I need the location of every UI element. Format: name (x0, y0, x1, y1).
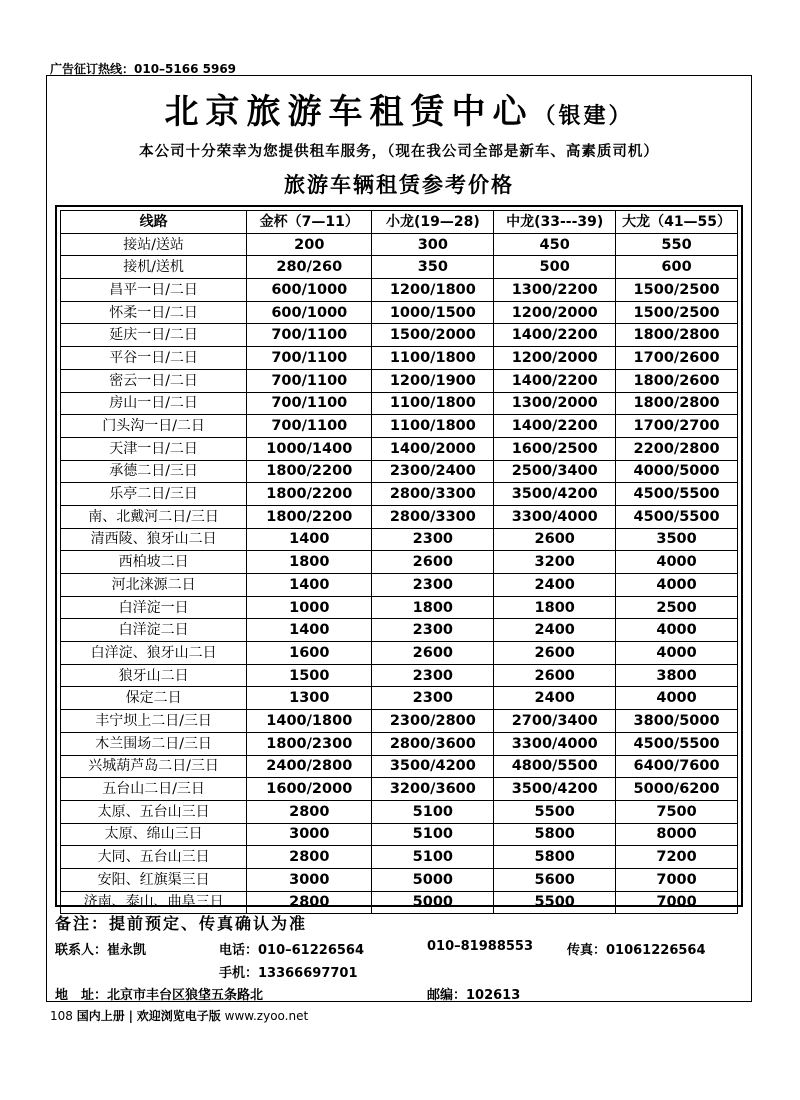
price-cell: 1500/2000 (372, 324, 494, 347)
company-title (47, 84, 751, 133)
price-cell: 1000/1400 (247, 437, 372, 460)
price-cell: 5000 (372, 891, 494, 914)
price-cell: 1600 (247, 642, 372, 665)
price-cell: 1800/2600 (616, 369, 738, 392)
price-cell: 1000/1500 (372, 301, 494, 324)
price-cell: 1700/2700 (616, 415, 738, 438)
company-name: 北京旅游车租赁中心 (164, 92, 534, 132)
price-cell: 3800/5000 (616, 710, 738, 733)
price-cell: 600/1000 (247, 279, 372, 302)
price-cell: 8000 (616, 823, 738, 846)
price-cell: 2300 (372, 528, 494, 551)
route-cell: 怀柔一日/二日 (61, 301, 247, 324)
price-cell: 2600 (372, 642, 494, 665)
table-row (61, 596, 738, 619)
price-cell: 3500 (616, 528, 738, 551)
price-cell: 2300/2800 (372, 710, 494, 733)
route-cell: 延庆一日/二日 (61, 324, 247, 347)
price-cell: 1500/2500 (616, 279, 738, 302)
price-cell: 1500 (247, 664, 372, 687)
route-cell: 安阳、红旗渠三日 (61, 868, 247, 891)
price-cell: 280/260 (247, 256, 372, 279)
price-cell: 1400/2000 (372, 437, 494, 460)
price-cell: 1800/2200 (247, 483, 372, 506)
table-row (61, 392, 738, 415)
price-cell: 1400 (247, 619, 372, 642)
table-row (61, 279, 738, 302)
price-cell: 1800/2800 (616, 392, 738, 415)
price-cell: 7500 (616, 800, 738, 823)
route-cell: 白洋淀二日 (61, 619, 247, 642)
price-cell: 4500/5500 (616, 505, 738, 528)
price-cell: 1400/1800 (247, 710, 372, 733)
price-cell: 3800 (616, 664, 738, 687)
price-cell: 3500/4200 (494, 483, 616, 506)
price-cell: 3500/4200 (372, 755, 494, 778)
route-cell: 密云一日/二日 (61, 369, 247, 392)
table-row (61, 483, 738, 506)
route-cell: 西柏坡二日 (61, 551, 247, 574)
route-cell: 木兰围场二日/三日 (61, 732, 247, 755)
price-cell: 5100 (372, 846, 494, 869)
ad-hotline: 广告征订热线：010–5166 5969 (50, 62, 237, 76)
price-cell: 5100 (372, 800, 494, 823)
table-row (61, 505, 738, 528)
price-cell: 1200/1900 (372, 369, 494, 392)
page-number: 108 (50, 1009, 73, 1023)
price-cell: 1800 (494, 596, 616, 619)
route-cell: 太原、绵山三日 (61, 823, 247, 846)
table-row (61, 619, 738, 642)
price-cell: 2400/2800 (247, 755, 372, 778)
company-suffix: （银建） (533, 103, 634, 129)
table-row (61, 778, 738, 801)
route-cell: 保定二日 (61, 687, 247, 710)
price-cell: 2600 (494, 528, 616, 551)
price-cell: 350 (372, 256, 494, 279)
price-cell: 3200 (494, 551, 616, 574)
table-row (61, 301, 738, 324)
price-cell: 1400/2200 (494, 369, 616, 392)
table-row (61, 233, 738, 256)
price-cell: 600/1000 (247, 301, 372, 324)
price-cell: 3000 (247, 868, 372, 891)
table-row (61, 528, 738, 551)
route-cell: 清西陵、狼牙山二日 (61, 528, 247, 551)
price-cell: 700/1100 (247, 324, 372, 347)
price-cell: 7000 (616, 868, 738, 891)
route-cell: 太原、五台山三日 (61, 800, 247, 823)
table-row (61, 755, 738, 778)
contact-address: 地 址：北京市丰台区狼垡五条路北 (55, 988, 264, 1003)
table-row (61, 868, 738, 891)
price-cell: 3300/4000 (494, 732, 616, 755)
price-cell: 5600 (494, 868, 616, 891)
price-cell: 600 (616, 256, 738, 279)
price-cell: 2800 (247, 800, 372, 823)
ad-frame (46, 75, 752, 1002)
column-header: 金杯（7—11） (247, 211, 372, 234)
route-cell: 房山一日/二日 (61, 392, 247, 415)
price-cell: 5000/6200 (616, 778, 738, 801)
price-cell: 1800/2200 (247, 505, 372, 528)
price-cell: 1400/2200 (494, 415, 616, 438)
column-header: 中龙(33---39) (494, 211, 616, 234)
table-body (61, 233, 738, 914)
price-cell: 1200/1800 (372, 279, 494, 302)
price-cell: 450 (494, 233, 616, 256)
price-cell: 3000 (247, 823, 372, 846)
price-cell: 4000 (616, 642, 738, 665)
route-cell: 南、北戴河二日/三日 (61, 505, 247, 528)
contact-phone: 电话：010–61226564 (219, 943, 364, 958)
table-row (61, 823, 738, 846)
price-cell: 1400 (247, 574, 372, 597)
price-cell: 3200/3600 (372, 778, 494, 801)
price-cell: 2400 (494, 574, 616, 597)
price-cell: 2300/2400 (372, 460, 494, 483)
table-row (61, 846, 738, 869)
route-cell: 丰宁坝上二日/三日 (61, 710, 247, 733)
route-cell: 大同、五台山三日 (61, 846, 247, 869)
contact-phone-2: 010–81988553 (427, 939, 533, 954)
price-cell: 5800 (494, 823, 616, 846)
column-header: 大龙（41—55） (616, 211, 738, 234)
price-cell: 1300 (247, 687, 372, 710)
contact-mobile: 手机：13366697701 (219, 966, 358, 981)
price-cell: 1200/2000 (494, 301, 616, 324)
price-cell: 3300/4000 (494, 505, 616, 528)
price-cell: 2800 (247, 846, 372, 869)
page-footer (50, 1007, 308, 1024)
price-cell: 700/1100 (247, 415, 372, 438)
route-cell: 济南、泰山、曲阜三日 (61, 891, 247, 914)
contact-fax: 传真：01061226564 (567, 943, 706, 958)
price-cell: 2700/3400 (494, 710, 616, 733)
price-cell: 7200 (616, 846, 738, 869)
price-cell: 1100/1800 (372, 392, 494, 415)
price-cell: 1000 (247, 596, 372, 619)
price-cell: 2500/3400 (494, 460, 616, 483)
company-intro: 本公司十分荣幸为您提供租车服务，（现在我公司全部是新车、高素质司机） (139, 143, 659, 160)
price-cell: 1800/2200 (247, 460, 372, 483)
price-cell: 4800/5500 (494, 755, 616, 778)
price-cell: 4000 (616, 687, 738, 710)
price-cell: 1800 (372, 596, 494, 619)
price-cell: 1700/2600 (616, 347, 738, 370)
route-cell: 天津一日/二日 (61, 437, 247, 460)
route-cell: 接机/送机 (61, 256, 247, 279)
route-cell: 承德二日/三日 (61, 460, 247, 483)
price-cell: 2300 (372, 574, 494, 597)
price-cell: 2500 (616, 596, 738, 619)
table-row (61, 256, 738, 279)
table-row (61, 460, 738, 483)
route-cell: 兴城葫芦岛二日/三日 (61, 755, 247, 778)
route-cell: 平谷一日/二日 (61, 347, 247, 370)
price-cell: 2800/3300 (372, 483, 494, 506)
price-cell: 2400 (494, 619, 616, 642)
price-cell: 5000 (372, 868, 494, 891)
table-row (61, 710, 738, 733)
price-cell: 4500/5500 (616, 483, 738, 506)
route-cell: 乐亭二日/三日 (61, 483, 247, 506)
price-cell: 2300 (372, 687, 494, 710)
price-cell: 4000/5000 (616, 460, 738, 483)
price-cell: 1100/1800 (372, 347, 494, 370)
route-cell: 白洋淀一日 (61, 596, 247, 619)
price-cell: 5800 (494, 846, 616, 869)
route-cell: 五台山二日/三日 (61, 778, 247, 801)
table-header-row (61, 211, 738, 234)
table-row (61, 642, 738, 665)
notes: 备注：提前预定、传真确认为准 (55, 914, 308, 933)
price-cell: 1300/2200 (494, 279, 616, 302)
price-cell: 550 (616, 233, 738, 256)
table-row (61, 415, 738, 438)
footer-url[interactable]: www.zyoo.net (224, 1009, 309, 1023)
price-cell: 500 (494, 256, 616, 279)
table-row (61, 687, 738, 710)
price-cell: 1800 (247, 551, 372, 574)
contact-postcode: 邮编：102613 (427, 988, 521, 1003)
price-cell: 1200/2000 (494, 347, 616, 370)
price-cell: 2600 (494, 664, 616, 687)
price-cell: 2300 (372, 664, 494, 687)
table-row (61, 437, 738, 460)
price-cell: 1300/2000 (494, 392, 616, 415)
price-cell: 4000 (616, 619, 738, 642)
price-cell: 2800 (247, 891, 372, 914)
table-row (61, 324, 738, 347)
price-cell: 2800/3600 (372, 732, 494, 755)
price-cell: 1500/2500 (616, 301, 738, 324)
footer-slogan: 欢迎浏览电子版 (136, 1009, 221, 1023)
price-cell: 3500/4200 (494, 778, 616, 801)
price-cell: 1800/2300 (247, 732, 372, 755)
route-cell: 狼牙山二日 (61, 664, 247, 687)
price-cell: 4500/5500 (616, 732, 738, 755)
price-cell: 700/1100 (247, 369, 372, 392)
price-cell: 2200/2800 (616, 437, 738, 460)
price-table-wrapper (55, 205, 743, 911)
column-header: 线路 (61, 211, 247, 234)
price-cell: 700/1100 (247, 347, 372, 370)
price-table (60, 210, 738, 914)
route-cell: 白洋淀、狼牙山二日 (61, 642, 247, 665)
price-cell: 6400/7600 (616, 755, 738, 778)
price-cell: 4000 (616, 574, 738, 597)
table-row (61, 574, 738, 597)
price-cell: 700/1100 (247, 392, 372, 415)
price-cell: 5100 (372, 823, 494, 846)
price-cell: 300 (372, 233, 494, 256)
price-cell: 2600 (372, 551, 494, 574)
table-row (61, 551, 738, 574)
route-cell: 昌平一日/二日 (61, 279, 247, 302)
price-table-title: 旅游车辆租赁参考价格 (284, 172, 514, 197)
price-cell: 2300 (372, 619, 494, 642)
table-row (61, 800, 738, 823)
price-cell: 1600/2000 (247, 778, 372, 801)
price-cell: 1800/2800 (616, 324, 738, 347)
route-cell: 接站/送站 (61, 233, 247, 256)
table-row (61, 732, 738, 755)
contact-person: 联系人：崔永凯 (55, 943, 147, 958)
price-cell: 1400/2200 (494, 324, 616, 347)
table-row (61, 369, 738, 392)
price-cell: 5500 (494, 891, 616, 914)
price-cell: 2400 (494, 687, 616, 710)
table-row (61, 664, 738, 687)
column-header: 小龙(19—28) (372, 211, 494, 234)
route-cell: 河北涞源二日 (61, 574, 247, 597)
table-row (61, 347, 738, 370)
route-cell: 门头沟一日/二日 (61, 415, 247, 438)
footer-separator: | (128, 1009, 133, 1023)
price-cell: 2600 (494, 642, 616, 665)
price-cell: 1600/2500 (494, 437, 616, 460)
price-cell: 1400 (247, 528, 372, 551)
price-cell: 7000 (616, 891, 738, 914)
price-cell: 5500 (494, 800, 616, 823)
price-cell: 1100/1800 (372, 415, 494, 438)
section-name: 国内上册 (76, 1009, 125, 1023)
price-cell: 4000 (616, 551, 738, 574)
price-cell: 200 (247, 233, 372, 256)
price-cell: 2800/3300 (372, 505, 494, 528)
